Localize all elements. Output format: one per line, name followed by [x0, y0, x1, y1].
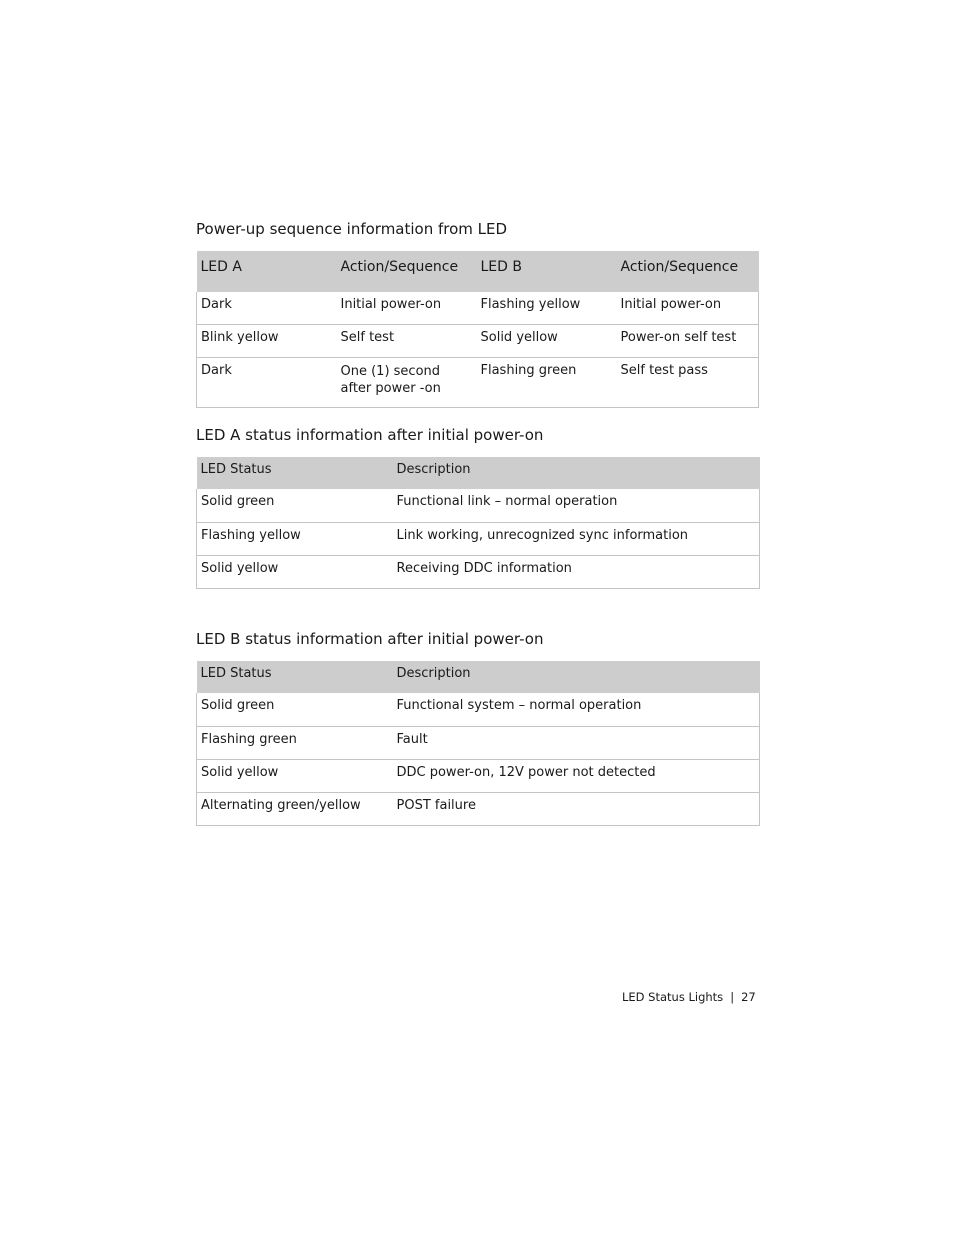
table-cell: Blink yellow — [197, 324, 337, 357]
table-cell: Solid green — [197, 693, 393, 726]
page-number: 27 — [741, 990, 756, 1004]
table-cell: Solid yellow — [197, 555, 393, 588]
table-cell: Solid yellow — [477, 324, 617, 357]
table-cell: Functional link – normal operation — [393, 489, 760, 522]
power-up-sequence-table — [196, 251, 759, 408]
section-title-power-up-sequence: Power-up sequence information from LED — [196, 220, 508, 238]
section-title-led-b-status: LED B status information after initial power-on — [196, 630, 544, 648]
table-cell: Self test — [337, 324, 477, 357]
table-row — [197, 759, 760, 792]
table-cell: Receiving DDC information — [393, 555, 760, 588]
table-cell — [337, 357, 477, 407]
table-cell: Flashing yellow — [197, 522, 393, 555]
column-header: LED Status — [200, 462, 272, 477]
table-cell: Solid green — [197, 489, 393, 522]
column-header: LED A — [200, 259, 242, 275]
section-title-led-a-status: LED A status information after initial power-on — [196, 426, 544, 444]
table-cell: Flashing yellow — [477, 292, 617, 324]
table-cell: Fault — [393, 726, 760, 759]
table-header-row — [197, 661, 760, 693]
table-cell: Dark — [197, 292, 337, 324]
page-footer — [622, 990, 756, 1004]
column-header: Action/Sequence — [340, 259, 459, 275]
footer-separator: | — [730, 990, 735, 1004]
table-cell: Flashing green — [197, 726, 393, 759]
column-header: LED Status — [200, 666, 272, 681]
column-header: Action/Sequence — [620, 259, 739, 275]
table-cell: Initial power-on — [617, 292, 759, 324]
table-cell: Alternating green/yellow — [197, 792, 393, 825]
table-row — [197, 489, 760, 522]
table-row — [197, 522, 760, 555]
table-row — [197, 555, 760, 588]
table-cell: Functional system – normal operation — [393, 693, 760, 726]
table-cell: DDC power-on, 12V power not detected — [393, 759, 760, 792]
table-row — [197, 324, 759, 357]
led-a-status-table — [196, 457, 760, 589]
table-header-row — [197, 251, 759, 292]
footer-section-name: LED Status Lights — [622, 990, 724, 1004]
column-header: Description — [396, 666, 471, 681]
table-row — [197, 357, 759, 407]
table-cell: Solid yellow — [197, 759, 393, 792]
table-row — [197, 792, 760, 825]
table-row — [197, 726, 760, 759]
table-cell-text: One (1) second after power -on — [340, 363, 441, 396]
table-cell: Power-on self test — [617, 324, 759, 357]
table-cell: Initial power-on — [337, 292, 477, 324]
led-b-status-table — [196, 661, 760, 826]
table-row — [197, 292, 759, 324]
table-cell: POST failure — [393, 792, 760, 825]
table-cell: Link working, unrecognized sync information — [393, 522, 760, 555]
table-cell: Dark — [197, 357, 337, 407]
column-header: LED B — [480, 259, 522, 275]
table-cell: Self test pass — [617, 357, 759, 407]
table-row — [197, 693, 760, 726]
table-header-row — [197, 457, 760, 489]
column-header: Description — [396, 462, 471, 477]
table-cell: Flashing green — [477, 357, 617, 407]
